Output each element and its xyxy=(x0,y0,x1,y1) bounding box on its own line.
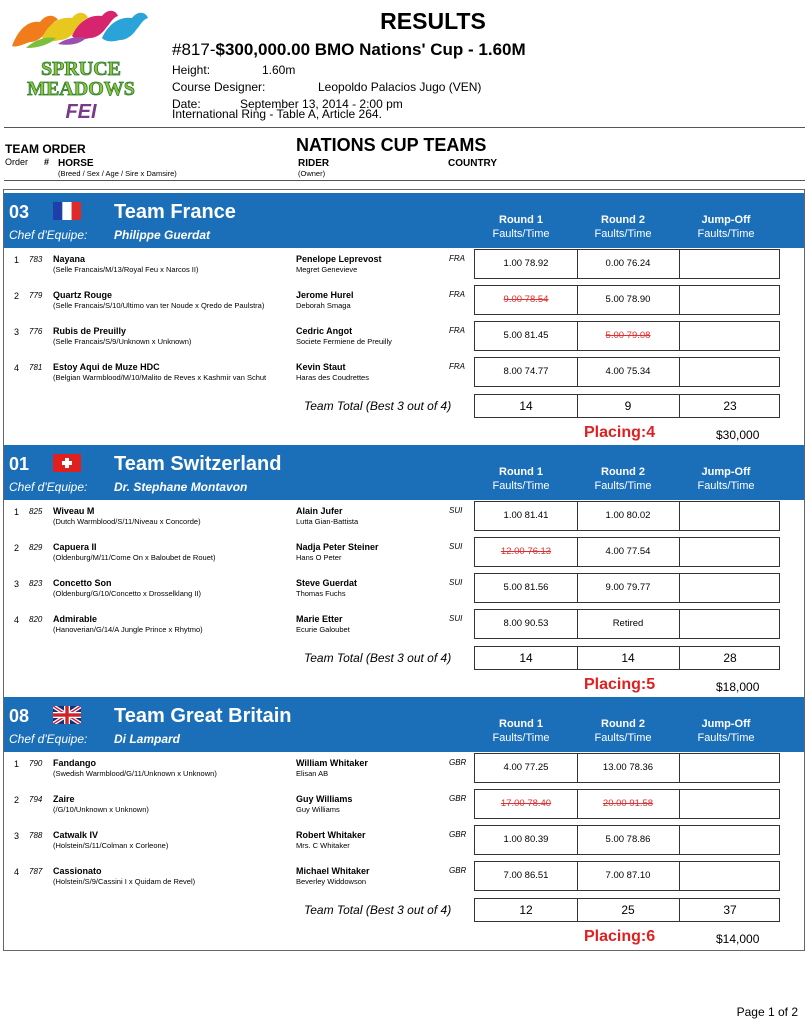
horse-name: Admirable xyxy=(53,614,98,624)
score-cells xyxy=(474,825,780,855)
chef-name: Di Lampard xyxy=(114,732,181,746)
logo-text-meadows: MEADOWS xyxy=(27,78,135,100)
rider-order: 3 xyxy=(14,327,20,337)
total-jumpoff: 37 xyxy=(723,903,737,917)
results-title: RESULTS xyxy=(380,8,486,34)
horse-breed: (Holstein/S/11/Colman x Corleone) xyxy=(53,841,169,850)
rider-country: SUI xyxy=(449,542,463,551)
score-cells xyxy=(474,501,780,531)
round2-score: Retired xyxy=(577,610,680,638)
horse-number: 779 xyxy=(29,291,43,300)
team-name: Team Switzerland xyxy=(114,453,282,475)
rider-order: 4 xyxy=(14,363,20,373)
rider-name: Steve Guerdat xyxy=(296,578,358,588)
horse-breed: (Holstein/S/9/Cassini I x Quidam de Revel) xyxy=(53,877,196,886)
horse-owner: Ecurie Galoubet xyxy=(296,625,350,634)
rider-order: 1 xyxy=(14,255,20,265)
rider-name: Kevin Staut xyxy=(296,362,346,372)
logo-text-spruce: SPRUCE xyxy=(40,58,122,80)
round1-score: 1.00 80.39 xyxy=(475,826,578,854)
height-label: Height: xyxy=(172,63,211,77)
horse-owner: Societe Fermiene de Preuilly xyxy=(296,337,392,346)
round1-score: 4.00 77.25 xyxy=(475,754,578,782)
horse-number: 820 xyxy=(29,615,43,624)
round2-title: Round 2 xyxy=(601,214,645,226)
round2-sub: Faults/Time xyxy=(594,228,652,240)
jumpoff-sub: Faults/Time xyxy=(697,228,755,240)
round1-score: 1.00 78.92 xyxy=(475,250,578,278)
round1-title: Round 1 xyxy=(499,718,543,730)
round1-title: Round 1 xyxy=(499,214,543,226)
designer-row xyxy=(172,80,481,94)
rider-order: 1 xyxy=(14,507,20,517)
round2-score: 0.00 76.24 xyxy=(577,250,680,278)
score-cells xyxy=(474,537,780,567)
horse-breed: (/G/10/Unknown x Unknown) xyxy=(53,805,149,814)
round2-header xyxy=(573,214,673,240)
horse-owner: Elisan AB xyxy=(296,769,329,778)
score-cells xyxy=(474,573,780,603)
score-cells xyxy=(474,861,780,891)
round2-header xyxy=(573,718,673,744)
rider-country: GBR xyxy=(449,830,467,839)
designer-label: Course Designer: xyxy=(172,80,266,94)
rider-name: Alain Jufer xyxy=(296,506,343,516)
round1-title: Round 1 xyxy=(499,466,543,478)
horse-name: Nayana xyxy=(53,254,86,264)
rider-row xyxy=(4,537,804,567)
horse-breed: (Selle Francais/S/9/Unknown x Unknown) xyxy=(53,337,192,346)
team-totals xyxy=(474,898,780,922)
round2-sub: Faults/Time xyxy=(594,480,652,492)
horse-name: Rubis de Preuilly xyxy=(53,326,127,336)
round2-sub: Faults/Time xyxy=(594,732,652,744)
horse-name: Quartz Rouge xyxy=(53,290,113,300)
horse-number: 783 xyxy=(29,255,43,264)
horse-number: 787 xyxy=(29,867,43,876)
round1-score: 1.00 81.41 xyxy=(475,502,578,530)
horse-breed: (Hanoverian/G/14/A Jungle Prince x Rhytmo) xyxy=(53,625,203,634)
rider-country: FRA xyxy=(449,290,465,299)
round2-score: 5.00 79.08 xyxy=(577,322,680,350)
horse-number: 788 xyxy=(29,831,43,840)
team-number: 08 xyxy=(9,706,30,726)
team-placing: Placing:5 xyxy=(584,676,656,693)
horse-name: Fandango xyxy=(53,758,96,768)
horse-owner: Guy Williams xyxy=(296,805,340,814)
team-totals xyxy=(474,394,780,418)
team-prize: $14,000 xyxy=(716,932,760,946)
team-header xyxy=(4,697,804,752)
column-rider-sub: (Owner) xyxy=(298,169,326,178)
rider-name: Guy Williams xyxy=(296,794,353,804)
total-jumpoff: 28 xyxy=(723,651,737,665)
score-cells xyxy=(474,249,780,279)
rider-country: FRA xyxy=(449,362,465,371)
team-total-label: Team Total (Best 3 out of 4) xyxy=(304,903,452,917)
round1-sub: Faults/Time xyxy=(492,480,550,492)
designer-value: Leopoldo Palacios Jugo (VEN) xyxy=(318,80,482,94)
team-header xyxy=(4,445,804,500)
team-section xyxy=(4,445,804,698)
team-number: 01 xyxy=(9,454,30,474)
rider-country: SUI xyxy=(449,578,463,587)
jumpoff-score xyxy=(679,574,781,602)
horse-name: Capuera II xyxy=(53,542,97,552)
total-round2: 14 xyxy=(577,647,680,669)
rider-row xyxy=(4,861,804,891)
rider-order: 3 xyxy=(14,831,20,841)
rider-order: 2 xyxy=(14,795,20,805)
nations-cup-teams-heading: NATIONS CUP TEAMS xyxy=(296,135,487,155)
rider-order: 4 xyxy=(14,615,20,625)
round2-score: 20.00 91.58 xyxy=(577,790,680,818)
horse-owner: Megret Genevieve xyxy=(296,265,358,274)
round2-score: 13.00 78.36 xyxy=(577,754,680,782)
chef-label: Chef d'Equipe: xyxy=(9,480,88,494)
jumpoff-title: Jump-Off xyxy=(701,718,751,730)
date-label: Date: xyxy=(172,97,201,111)
rider-row xyxy=(4,285,804,315)
horse-breed: (Belgian Warmblood/M/10/Malito de Reves x Kashmir van Schut xyxy=(53,373,267,382)
horse-number: 829 xyxy=(29,543,43,552)
total-round2: 9 xyxy=(577,395,680,417)
jumpoff-score xyxy=(679,790,781,818)
jumpoff-header xyxy=(676,466,776,492)
round2-score: 9.00 79.77 xyxy=(577,574,680,602)
team-total-label: Team Total (Best 3 out of 4) xyxy=(304,399,452,413)
rider-order: 2 xyxy=(14,543,20,553)
rider-name: William Whitaker xyxy=(296,758,368,768)
score-cells xyxy=(474,321,780,351)
horse-number: 790 xyxy=(29,759,43,768)
event-name: $300,000.00 BMO Nations' Cup - 1.60M xyxy=(215,40,526,59)
rider-row xyxy=(4,249,804,279)
round2-score: 7.00 87.10 xyxy=(577,862,680,890)
total-round1: 14 xyxy=(475,395,578,417)
team-order-heading: TEAM ORDER xyxy=(5,142,86,156)
rider-row xyxy=(4,357,804,387)
horse-name: Estoy Aqui de Muze HDC xyxy=(53,362,160,372)
horse-owner: Beverley Widdowson xyxy=(296,877,367,886)
team-prize: $18,000 xyxy=(716,680,760,694)
rider-row xyxy=(4,753,804,783)
jumpoff-score xyxy=(679,358,781,386)
jumpoff-sub: Faults/Time xyxy=(697,480,755,492)
round1-score: 8.00 74.77 xyxy=(475,358,578,386)
jumpoff-score xyxy=(679,538,781,566)
horse-owner: Mrs. C Whitaker xyxy=(296,841,350,850)
horse-owner: Thomas Fuchs xyxy=(296,589,346,598)
column-country: COUNTRY xyxy=(448,158,498,169)
rider-name: Nadja Peter Steiner xyxy=(296,542,379,552)
horse-owner: Lutta Gian-Battista xyxy=(296,517,359,526)
chef-name: Philippe Guerdat xyxy=(114,228,211,242)
jumpoff-score xyxy=(679,754,781,782)
rider-country: SUI xyxy=(449,614,463,623)
horse-number: 781 xyxy=(29,363,43,372)
rider-row xyxy=(4,573,804,603)
rider-name: Robert Whitaker xyxy=(296,830,366,840)
jumpoff-sub: Faults/Time xyxy=(697,732,755,744)
round2-score: 5.00 78.86 xyxy=(577,826,680,854)
team-totals xyxy=(474,646,780,670)
total-round1: 12 xyxy=(475,899,578,921)
rider-order: 1 xyxy=(14,759,20,769)
round1-header xyxy=(471,214,571,240)
france-flag-icon xyxy=(53,202,81,220)
jumpoff-header xyxy=(676,718,776,744)
round1-score: 5.00 81.56 xyxy=(475,574,578,602)
score-cells xyxy=(474,357,780,387)
column-header-divider xyxy=(4,180,805,181)
column-horse-sub: (Breed / Sex / Age / Sire x Damsire) xyxy=(58,169,177,178)
header-divider xyxy=(4,127,805,128)
column-horse: HORSE xyxy=(58,158,94,169)
jumpoff-score xyxy=(679,862,781,890)
horse-name: Zaire xyxy=(53,794,75,804)
jumpoff-header xyxy=(676,214,776,240)
round2-score: 4.00 75.34 xyxy=(577,358,680,386)
rider-name: Michael Whitaker xyxy=(296,866,370,876)
rider-country: GBR xyxy=(449,758,467,767)
round1-score: 17.00 78.40 xyxy=(475,790,578,818)
jumpoff-title: Jump-Off xyxy=(701,214,751,226)
rider-row xyxy=(4,501,804,531)
round1-score: 9.00 78.54 xyxy=(475,286,578,314)
score-cells xyxy=(474,609,780,639)
total-jumpoff: 23 xyxy=(723,399,737,413)
horse-breed: (Oldenburg/M/11/Come On x Baloubet de Rouet) xyxy=(53,553,216,562)
horse-name: Wiveau M xyxy=(53,506,95,516)
jumpoff-score xyxy=(679,322,781,350)
horse-name: Catwalk IV xyxy=(53,830,99,840)
rider-name: Cedric Angot xyxy=(296,326,353,336)
score-cells xyxy=(474,285,780,315)
rider-order: 2 xyxy=(14,291,20,301)
rider-row xyxy=(4,825,804,855)
team-placing: Placing:6 xyxy=(584,928,656,945)
team-number: 03 xyxy=(9,202,30,222)
jumpoff-score xyxy=(679,610,781,638)
team-total-label: Team Total (Best 3 out of 4) xyxy=(304,651,452,665)
team-prize: $30,000 xyxy=(716,428,760,442)
rider-name: Marie Etter xyxy=(296,614,343,624)
rider-row xyxy=(4,789,804,819)
horse-breed: (Dutch Warmblood/S/11/Niveau x Concorde) xyxy=(53,517,201,526)
column-number: # xyxy=(44,157,50,167)
round2-title: Round 2 xyxy=(601,466,645,478)
horse-number: 794 xyxy=(29,795,43,804)
rider-name: Jerome Hurel xyxy=(296,290,354,300)
horse-name: Cassionato xyxy=(53,866,102,876)
round2-header xyxy=(573,466,673,492)
rider-country: GBR xyxy=(449,794,467,803)
event-title xyxy=(172,40,526,60)
horse-number: 825 xyxy=(29,507,43,516)
event-number: #817- xyxy=(172,40,216,59)
rider-order: 3 xyxy=(14,579,20,589)
horse-owner: Deborah Smaga xyxy=(296,301,351,310)
horse-owner: Haras des Coudrettes xyxy=(296,373,369,382)
team-name: Team France xyxy=(114,201,236,223)
horse-breed: (Selle Francais/M/13/Royal Feu x Narcos II) xyxy=(53,265,199,274)
chef-name: Dr. Stephane Montavon xyxy=(114,480,248,494)
round1-score: 12.00 76.13 xyxy=(475,538,578,566)
total-round1: 14 xyxy=(475,647,578,669)
horse-name: Concetto Son xyxy=(53,578,112,588)
round1-score: 8.00 90.53 xyxy=(475,610,578,638)
jumpoff-score xyxy=(679,286,781,314)
chef-label: Chef d'Equipe: xyxy=(9,732,88,746)
column-rider: RIDER xyxy=(298,158,330,169)
date-value: September 13, 2014 - 2:00 pm xyxy=(240,97,403,111)
ring-info: International Ring - Table A, Article 264. xyxy=(172,107,382,121)
rider-country: FRA xyxy=(449,254,465,263)
horse-number: 776 xyxy=(29,327,43,336)
round1-score: 7.00 86.51 xyxy=(475,862,578,890)
round2-score: 4.00 77.54 xyxy=(577,538,680,566)
rider-row xyxy=(4,321,804,351)
team-header xyxy=(4,193,804,248)
team-section xyxy=(4,193,804,446)
score-cells xyxy=(474,789,780,819)
height-row xyxy=(172,63,295,77)
horse-breed: (Swedish Warmblood/G/11/Unknown x Unknown) xyxy=(53,769,217,778)
round1-sub: Faults/Time xyxy=(492,228,550,240)
rider-country: SUI xyxy=(449,506,463,515)
column-order: Order xyxy=(5,157,29,167)
jumpoff-title: Jump-Off xyxy=(701,466,751,478)
team-name: Team Great Britain xyxy=(114,705,292,727)
rider-country: GBR xyxy=(449,866,467,875)
round1-score: 5.00 81.45 xyxy=(475,322,578,350)
rider-order: 4 xyxy=(14,867,20,877)
chef-label: Chef d'Equipe: xyxy=(9,228,88,242)
round1-header xyxy=(471,466,571,492)
rider-row xyxy=(4,609,804,639)
switzerland-flag-icon xyxy=(53,454,81,472)
score-cells xyxy=(474,753,780,783)
team-section xyxy=(4,697,804,950)
horse-breed: (Selle Francais/S/10/Ultimo van ter Noude x Qredo de Paulstra) xyxy=(53,301,265,310)
jumpoff-score xyxy=(679,826,781,854)
round2-score: 5.00 78.90 xyxy=(577,286,680,314)
round1-header xyxy=(471,718,571,744)
round2-score: 1.00 80.02 xyxy=(577,502,680,530)
total-round2: 25 xyxy=(577,899,680,921)
team-placing: Placing:4 xyxy=(584,424,656,441)
height-value: 1.60m xyxy=(262,63,296,77)
jumpoff-score xyxy=(679,502,781,530)
round2-title: Round 2 xyxy=(601,718,645,730)
rider-country: FRA xyxy=(449,326,465,335)
jumpoff-score xyxy=(679,250,781,278)
horse-breed: (Oldenburg/G/10/Concetto x Drosselklang II) xyxy=(53,589,201,598)
round1-sub: Faults/Time xyxy=(492,732,550,744)
horse-number: 823 xyxy=(29,579,43,588)
page-number: Page 1 of 2 xyxy=(736,1005,798,1019)
logo-text-fei: FEI xyxy=(65,101,97,120)
horse-owner: Hans O Peter xyxy=(296,553,342,562)
rider-name: Penelope Leprevost xyxy=(296,254,382,264)
great-britain-flag-icon xyxy=(53,706,81,724)
